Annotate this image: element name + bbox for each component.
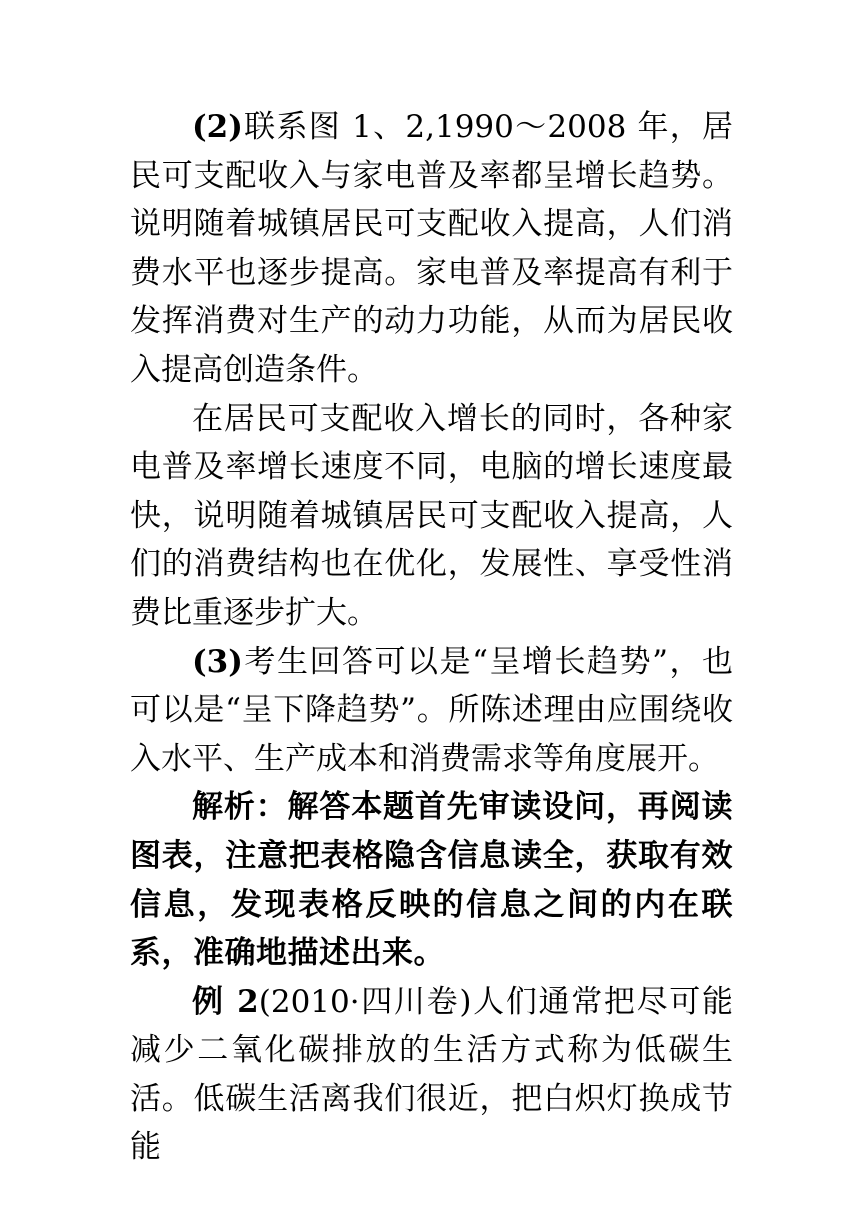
- consumption-structure-text: 在居民可支配收入增长的同时，各种家电普及率增长速度不同，电脑的增长速度最快，说明随着城镇居民可支配收入提高，人们的消费结构也在优化，发展性、享受性消费比重逐步扩大。: [130, 400, 733, 631]
- question-number-2: (2): [192, 109, 243, 145]
- analysis-text: 解答本题首先审读设问，再阅读图表，注意把表格隐含信息读全，获取有效信息，发现表格反映的信息之间的内在联系，准确地描述出来。: [130, 789, 733, 972]
- document-body: [130, 103, 733, 1172]
- paragraph-answer-2: [130, 103, 733, 395]
- answer-3-text: 考生回答可以是“呈增长趋势”，也可以是“呈下降趋势”。所陈述理由应围绕收入水平、生产成本和消费需求等角度展开。: [130, 643, 733, 777]
- paragraph-analysis: [130, 783, 733, 977]
- analysis-label: 解析：: [192, 789, 288, 826]
- paragraph-example-2: [130, 978, 733, 1172]
- paragraph-answer-3: [130, 638, 733, 784]
- paragraph-consumption-structure: [130, 395, 733, 638]
- answer-2-text: 联系图 1、2,1990～2008 年，居民可支配收入与家电普及率都呈增长趋势。说明随着城镇居民可支配收入提高，人们消费水平也逐步提高。家电普及率提高有利于发挥消费对生产的动力功能，从而为居民收入提高创造条件。: [130, 109, 733, 388]
- example-2-text: (2010·四川卷)人们通常把尽可能减少二氧化碳排放的生活方式称为低碳生活。低碳生活离我们很近，把白炽灯换成节能: [130, 983, 733, 1166]
- example-2-label: 例 2: [192, 983, 259, 1020]
- question-number-3: (3): [192, 643, 243, 680]
